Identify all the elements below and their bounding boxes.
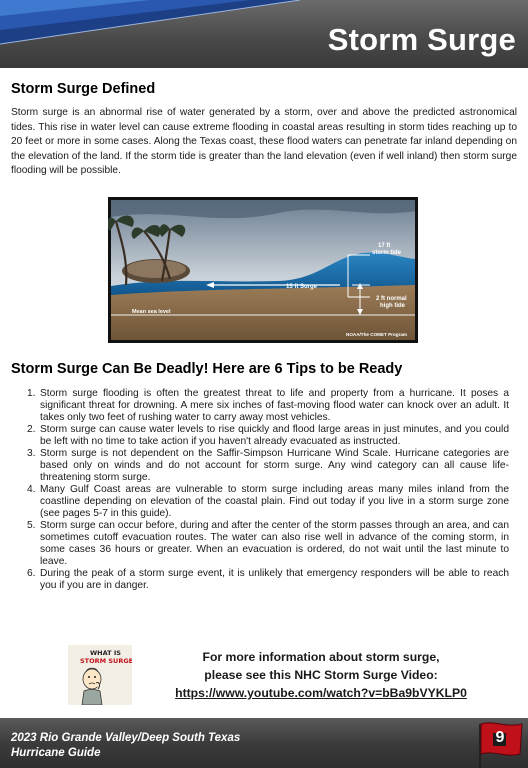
cartoon-caption-2: STORM SURGE? — [80, 657, 132, 665]
list-number: 6. — [27, 568, 36, 579]
footer-title — [11, 731, 240, 761]
more-info-line-1: For more information about storm surge, — [202, 650, 440, 664]
label-storm-tide-2: storm tide — [372, 250, 402, 256]
label-high-tide-2: high tide — [380, 303, 405, 309]
list-item — [27, 520, 509, 568]
label-high-tide-1: 2 ft normal — [376, 296, 407, 302]
more-info-block — [140, 648, 502, 702]
label-sea-level: Mean sea level — [132, 309, 171, 315]
list-text: During the peak of a storm surge event, it is unlikely that emergency responders will be able to reach you if you are in danger. — [40, 568, 509, 591]
list-text: Storm surge can cause water levels to rise quickly and flood large areas in just minutes, and you could be left with no time to take action if you haven't already evacuated as instructed. — [40, 424, 509, 447]
list-item — [27, 424, 509, 448]
header-banner — [0, 0, 528, 68]
figure-credit: NOAA/The COMET Program — [346, 332, 407, 337]
tips-list — [27, 388, 509, 592]
list-item — [27, 388, 509, 424]
label-surge: 15 ft Surge — [286, 284, 318, 290]
list-text: Many Gulf Coast areas are vulnerable to storm surge including areas many miles inland from the coastline depending on elevation of the coastal plain. Find out today if you live in a storm surge zone (see pages 5-7 in this guide). — [40, 484, 509, 519]
footer-line-2: Hurricane Guide — [11, 747, 101, 759]
section-heading-tips: Storm Surge Can Be Deadly! Here are 6 Tips to be Ready — [11, 361, 403, 377]
list-number: 3. — [27, 448, 36, 459]
list-text: Storm surge flooding is often the greatest threat to life and property from a hurricane. It poses a significant threat for drowning. A mere six inches of fast-moving flood water can knock over an adult. It takes only two feet of rushing water to carry away most vehicles. — [40, 388, 509, 423]
list-item — [27, 484, 509, 520]
list-item — [27, 448, 509, 484]
label-storm-tide-1: 17 ft — [378, 243, 391, 249]
section-heading-defined: Storm Surge Defined — [11, 81, 156, 97]
cartoon-caption-1: WHAT IS — [90, 649, 121, 657]
cartoon-illustration — [68, 645, 132, 705]
footer-banner — [0, 718, 528, 768]
list-number: 1. — [27, 388, 36, 399]
definition-paragraph: Storm surge is an abnormal rise of water generated by a storm, over and above the predicted astronomical tides. This rise in water level can cause extreme flooding in coastal areas resulting in storm tides reaching up to 20 feet or more in some cases. Along the Texas coast, these flood waters can penetrate far inland depending on the elevation of the land. If the storm tide is greater than the land elevation (even if well inland) then storm surge flooding will be possible. — [11, 107, 517, 177]
page-title: Storm Surge — [327, 22, 516, 57]
list-number: 4. — [27, 484, 36, 495]
list-item — [27, 568, 509, 592]
list-text: Storm surge is not dependent on the Saffir-Simpson Hurricane Wind Scale. Hurricane categories are based only on winds and do not account for storm surge. Any wind category can all cause life-threatening storm surge. — [40, 448, 509, 483]
list-text: Storm surge can occur before, during and after the center of the storm passes through an area, and can sometimes cutoff evacuation routes. The water can also rise well in advance of the coming storm, in some cases 36 hours or greater. When an evacuation is ordered, do not wait until the last minute to leave. — [40, 520, 509, 567]
list-number: 5. — [27, 520, 36, 531]
video-link[interactable]: https://www.youtube.com/watch?v=bBa9bVYKLP0 — [175, 686, 467, 700]
page-number: 9 — [495, 729, 505, 746]
footer-line-1: 2023 Rio Grande Valley/Deep South Texas — [11, 732, 241, 744]
storm-surge-diagram — [108, 197, 418, 343]
list-number: 2. — [27, 424, 36, 435]
more-info-line-2: please see this NHC Storm Surge Video: — [204, 668, 438, 682]
